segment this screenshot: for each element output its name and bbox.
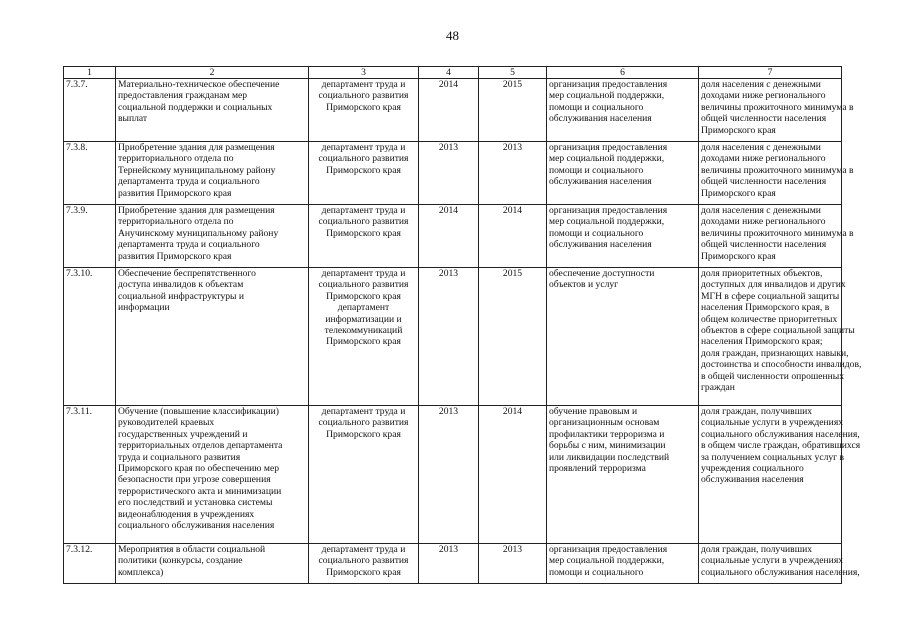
activity-name-cell (116, 205, 309, 268)
executor-cell-line: социального развития (318, 90, 409, 102)
activity-name-cell-line: доступа инвалидов к объектам (118, 279, 244, 291)
direction-cell-line: мер социальной поддержки, (549, 153, 665, 165)
indicator-cell-line: общем количестве приоритетных (701, 313, 838, 325)
direction-cell-line: проявлений терроризма (549, 463, 646, 475)
executor-cell-line: Приморского края (326, 164, 401, 176)
indicator-cell-line: общей численности населения (701, 176, 827, 188)
executor-cell (309, 406, 419, 544)
indicator-cell-line: Приморского края (701, 250, 776, 262)
executor-cell (309, 142, 419, 205)
column-header-6: 6 (547, 67, 699, 79)
column-header-5: 5 (479, 67, 547, 79)
direction-cell-line: помощи и социального (549, 101, 644, 113)
indicator-cell-line: населения Приморского края, в (701, 302, 830, 314)
column-header-1: 1 (64, 67, 116, 79)
direction-cell-line: обслуживания населения (549, 113, 652, 125)
direction-cell-line: или ликвидации последствий (549, 451, 670, 463)
activity-name-cell-line: территориальных отделов департамента (118, 440, 283, 452)
indicator-cell-line: доходами ниже регионального (701, 216, 826, 228)
indicator-cell-line: доля приоритетных объектов, (701, 268, 823, 279)
row-number-cell: 7.3.9. (64, 205, 116, 268)
direction-cell-line: обеспечение доступности (549, 268, 655, 279)
direction-cell-line: организационным основам (549, 417, 660, 429)
executor-cell-line: Приморского края (326, 227, 401, 239)
activity-name-cell-line: развития Приморского края (118, 187, 232, 199)
direction-cell-line: организация предоставления (549, 544, 668, 555)
activity-name-cell (116, 79, 309, 142)
activity-name-cell (116, 268, 309, 406)
activity-name-cell-line: Тернейскому муниципальному району (118, 164, 276, 176)
column-header-7: 7 (699, 67, 842, 79)
direction-cell-line: борьбы с ним, минимизации (549, 440, 666, 452)
activity-name-cell-line: социальной поддержки и социальных (118, 101, 273, 113)
direction-cell (547, 544, 699, 584)
executor-cell-line: социального развития (318, 555, 409, 567)
activity-name-cell-line: Обеспечение беспрепятственного (118, 268, 256, 279)
direction-cell-line: организация предоставления (549, 142, 668, 153)
executor-cell-line: социального развития (318, 279, 409, 291)
table-row (64, 268, 842, 406)
row-number-cell: 7.3.11. (64, 406, 116, 544)
activity-name-cell-line: развития Приморского края (118, 250, 232, 262)
start-year-cell: 2013 (419, 544, 479, 584)
activity-name-cell-line: видеонаблюдения в учреждениях (118, 508, 255, 520)
executor-cell-line: Приморского края (326, 428, 401, 440)
row-number-cell: 7.3.7. (64, 79, 116, 142)
indicator-cell-line: доходами ниже регионального (701, 90, 826, 102)
activity-name-cell (116, 544, 309, 584)
indicator-cell-line: величины прожиточного минимума в (701, 227, 854, 239)
indicator-cell-line: социального обслуживания населения, (701, 428, 860, 440)
activity-name-cell-line: Обучение (повышение классификации) (118, 406, 279, 417)
activity-name-cell-line: социального обслуживания населения (118, 520, 275, 532)
row-number-cell: 7.3.12. (64, 544, 116, 584)
executor-cell-line: информатизации и (325, 313, 402, 325)
executor-cell-line: социального развития (318, 417, 409, 429)
activity-name-cell-line: Анучинскому муниципальному району (118, 227, 279, 239)
direction-cell-line: мер социальной поддержки, (549, 216, 665, 228)
activity-name-cell-line: территориального отдела по (118, 216, 234, 228)
activity-name-cell-line: социальной инфраструктуры и (118, 290, 245, 302)
direction-cell-line: объектов и услуг (549, 279, 619, 291)
column-header-2: 2 (116, 67, 309, 79)
indicator-cell (699, 142, 854, 205)
executor-cell-line: департамент труда и (321, 142, 406, 153)
indicator-cell-line: социальные услуги в учреждениях (701, 417, 844, 429)
executor-cell (309, 544, 419, 584)
table-row (64, 205, 842, 268)
activity-name-cell-line: руководителей краевых (118, 417, 215, 429)
executor-cell-line: департамент (337, 302, 390, 314)
indicator-cell (699, 544, 860, 584)
indicator-cell-line: социального обслуживания населения, (701, 566, 860, 578)
direction-cell-line: помощи и социального (549, 164, 644, 176)
table-row (64, 79, 842, 142)
direction-cell-line: организация предоставления (549, 79, 668, 90)
executor-cell-line: департамент труда и (321, 544, 406, 555)
indicator-cell-line: Приморского края (701, 187, 776, 199)
indicator-cell-line: в общей численности опрошенных (701, 370, 845, 382)
start-year-cell: 2013 (419, 142, 479, 205)
activity-name-cell-line: государственных учреждений и (118, 428, 248, 440)
indicator-cell-line: Приморского края (701, 124, 776, 136)
indicator-cell (699, 268, 862, 406)
activity-name-cell-line: департамента труда и социального (118, 176, 260, 188)
executor-cell-line: социального развития (318, 216, 409, 228)
activity-name-cell-line: Приобретение здания для размещения (118, 205, 275, 216)
start-year-cell: 2013 (419, 268, 479, 406)
direction-cell-line: профилактики терроризма и (549, 428, 665, 440)
indicator-cell-line: доля населения с денежными (701, 205, 821, 216)
activity-name-cell-line: безопасности при угрозе совершения (118, 474, 271, 486)
indicator-cell-line: величины прожиточного минимума в (701, 101, 854, 113)
end-year-cell: 2013 (479, 142, 547, 205)
program-activities-table (63, 66, 862, 584)
indicator-cell-line: общей численности населения (701, 113, 827, 125)
start-year-cell: 2014 (419, 79, 479, 142)
activity-name-cell-line: предоставления гражданам мер (118, 90, 248, 102)
direction-cell-line: обслуживания населения (549, 239, 652, 251)
indicator-cell (699, 205, 854, 268)
indicator-cell-line: за получением социальных услуг в (701, 451, 845, 463)
indicator-cell-line: величины прожиточного минимума в (701, 164, 854, 176)
indicator-cell-line: граждан (701, 382, 735, 394)
direction-cell-line: мер социальной поддержки, (549, 555, 665, 567)
end-year-cell: 2015 (479, 79, 547, 142)
activity-name-cell-line: Мероприятия в области социальной (118, 544, 266, 555)
direction-cell-line: обучение правовым и (549, 406, 638, 417)
indicator-cell-line: доля населения с денежными (701, 142, 821, 153)
activity-name-cell-line: Приморского края по обеспечению мер (118, 463, 280, 475)
executor-cell-line: Приморского края (326, 101, 401, 113)
page-number: 48 (446, 28, 459, 43)
direction-cell-line: помощи и социального (549, 566, 644, 578)
direction-cell-line: мер социальной поддержки, (549, 90, 665, 102)
column-number-header-row (64, 67, 842, 79)
activity-name-cell-line: политики (конкурсы, создание (118, 555, 243, 567)
row-number-cell: 7.3.10. (64, 268, 116, 406)
activity-name-cell-line: Приобретение здания для размещения (118, 142, 275, 153)
indicator-cell (699, 79, 854, 142)
activity-name-cell-line: комплекса) (118, 566, 164, 578)
executor-cell-line: социального развития (318, 153, 409, 165)
activity-name-cell-line: его последствий и установка системы (118, 497, 273, 509)
executor-cell-line: департамент труда и (321, 406, 406, 417)
direction-cell (547, 268, 699, 406)
executor-cell-line: департамент труда и (321, 205, 406, 216)
indicator-cell-line: населения Приморского края; (701, 336, 823, 348)
column-header-3: 3 (309, 67, 419, 79)
direction-cell-line: обслуживания населения (549, 176, 652, 188)
end-year-cell: 2013 (479, 544, 547, 584)
direction-cell (547, 79, 699, 142)
indicator-cell-line: обслуживания населения (701, 474, 804, 486)
row-number-cell: 7.3.8. (64, 142, 116, 205)
start-year-cell: 2013 (419, 406, 479, 544)
end-year-cell: 2014 (479, 205, 547, 268)
activity-name-cell-line: Материально-техническое обеспечение (118, 79, 280, 90)
indicator-cell-line: доля граждан, получивших (701, 544, 813, 555)
indicator-cell-line: достоинства и способности инвалидов, (701, 359, 862, 371)
activity-name-cell (116, 406, 309, 544)
executor-cell-line: Приморского края (326, 566, 401, 578)
indicator-cell-line: МГН в сфере социальной защиты (701, 290, 840, 302)
executor-cell-line: департамент труда и (321, 79, 406, 90)
table-row (64, 142, 842, 205)
activity-name-cell-line: департамента труда и социального (118, 239, 260, 251)
activity-name-cell-line: территориального отдела по (118, 153, 234, 165)
indicator-cell-line: учреждения социального (701, 463, 804, 475)
indicator-cell-line: доступных для инвалидов и других (701, 279, 846, 291)
indicator-cell-line: доля граждан, признающих навыки, (701, 347, 849, 359)
indicator-cell-line: объектов в сфере социальной защиты (701, 325, 855, 337)
executor-cell (309, 79, 419, 142)
indicator-cell-line: в общем числе граждан, обратившихся (701, 440, 861, 452)
indicator-cell-line: общей численности населения (701, 239, 827, 251)
indicator-cell-line: доля населения с денежными (701, 79, 821, 90)
direction-cell-line: помощи и социального (549, 227, 644, 239)
executor-cell-line: телекоммуникаций (324, 325, 403, 337)
executor-cell-line: департамент труда и (321, 268, 406, 279)
column-header-4: 4 (419, 67, 479, 79)
end-year-cell: 2014 (479, 406, 547, 544)
activity-name-cell-line: информации (118, 302, 170, 314)
activity-name-cell (116, 142, 309, 205)
indicator-cell-line: доходами ниже регионального (701, 153, 826, 165)
end-year-cell: 2015 (479, 268, 547, 406)
direction-cell (547, 142, 699, 205)
table-row (64, 544, 842, 584)
indicator-cell (699, 406, 861, 544)
direction-cell (547, 406, 699, 544)
activity-name-cell-line: труда и социального развития (118, 451, 241, 463)
table-body (64, 79, 862, 584)
indicator-cell-line: социальные услуги в учреждениях (701, 555, 844, 567)
table-row (64, 406, 842, 544)
activity-name-cell-line: террористического акта и минимизации (118, 485, 282, 497)
executor-cell (309, 268, 419, 406)
activity-name-cell-line: выплат (118, 113, 148, 125)
executor-cell-line: Приморского края (326, 336, 401, 348)
executor-cell-line: Приморского края (326, 290, 401, 302)
start-year-cell: 2014 (419, 205, 479, 268)
indicator-cell-line: доля граждан, получивших (701, 406, 813, 417)
direction-cell-line: организация предоставления (549, 205, 668, 216)
direction-cell (547, 205, 699, 268)
executor-cell (309, 205, 419, 268)
